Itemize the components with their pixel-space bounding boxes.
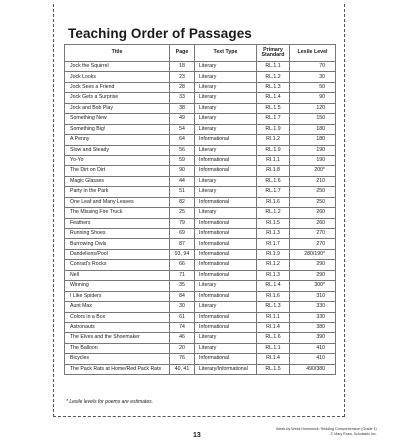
cell-text-type: Informational [195, 322, 257, 332]
cell-standard: RL.1.9 [257, 145, 290, 155]
cell-lexile: 120 [290, 103, 336, 113]
table-row [65, 322, 336, 332]
page-title: Teaching Order of Passages [68, 26, 252, 41]
cell-page: 66 [170, 260, 195, 270]
passages-table [64, 44, 336, 375]
cell-standard: RL.1.6 [257, 333, 290, 343]
table-row [65, 229, 336, 239]
cell-text-type: Literary [195, 62, 257, 72]
cell-title: Slow and Steady [65, 145, 170, 155]
cell-standard: RI.1.7 [257, 239, 290, 249]
header-title: Title [65, 45, 170, 62]
table-row [65, 82, 336, 92]
cell-lexile: 490/380 [290, 364, 336, 374]
cell-page: 56 [170, 145, 195, 155]
credit-line-2: © Mary Rosa, Scholastic Inc. [330, 431, 377, 436]
table-row [65, 166, 336, 176]
cell-text-type: Literary [195, 145, 257, 155]
cell-text-type: Literary [195, 302, 257, 312]
cell-lexile: 70 [290, 62, 336, 72]
cell-lexile: 310 [290, 291, 336, 301]
cell-lexile: 300* [290, 281, 336, 291]
cell-standard: RI.1.3 [257, 270, 290, 280]
cell-standard: RL.1.9 [257, 124, 290, 134]
cell-text-type: Informational [195, 155, 257, 165]
cell-standard: RI.1.5 [257, 218, 290, 228]
cell-standard: RL.1.4 [257, 281, 290, 291]
cell-standard: RI.1.9 [257, 249, 290, 259]
footnote: * Lexile levels for poems are estimates. [66, 399, 153, 405]
cell-text-type: Informational [195, 239, 257, 249]
cell-title: Jock Looks [65, 72, 170, 82]
header-primary-standard [257, 45, 290, 62]
cell-page: 44 [170, 176, 195, 186]
table-row [65, 239, 336, 249]
cell-text-type: Literary [195, 124, 257, 134]
cell-text-type: Literary [195, 208, 257, 218]
table-row [65, 155, 336, 165]
cell-page: 84 [170, 291, 195, 301]
cell-standard: RL.1.3 [257, 82, 290, 92]
cell-text-type: Literary [195, 281, 257, 291]
cell-text-type: Literary/Informational [195, 364, 257, 374]
cell-lexile: 180 [290, 124, 336, 134]
table-row [65, 302, 336, 312]
cell-standard: RI.1.4 [257, 354, 290, 364]
cell-lexile: 330 [290, 312, 336, 322]
cell-page: 40, 41 [170, 364, 195, 374]
cell-page: 33 [170, 93, 195, 103]
cell-title: The Missing Fire Truck [65, 208, 170, 218]
cell-text-type: Informational [195, 260, 257, 270]
cell-title: Aunt Max [65, 302, 170, 312]
cell-lexile: 260 [290, 218, 336, 228]
cell-page: 23 [170, 72, 195, 82]
cell-page: 35 [170, 281, 195, 291]
cell-text-type: Informational [195, 312, 257, 322]
cell-lexile: 250 [290, 197, 336, 207]
cell-text-type: Informational [195, 218, 257, 228]
cell-text-type: Informational [195, 135, 257, 145]
cell-page: 71 [170, 270, 195, 280]
cell-standard: RL.1.1 [257, 343, 290, 353]
page-number: 13 [193, 432, 201, 439]
cell-title: I Like Spiders [65, 291, 170, 301]
cell-page: 82 [170, 197, 195, 207]
cell-title: Jock the Squirrel [65, 62, 170, 72]
cell-page: 76 [170, 354, 195, 364]
cell-text-type: Informational [195, 270, 257, 280]
cell-lexile: 190 [290, 145, 336, 155]
table-row [65, 281, 336, 291]
table-row [65, 218, 336, 228]
table-row [65, 312, 336, 322]
cell-page: 46 [170, 333, 195, 343]
credit-line-1: Week-by-Week Homework: Reading Comprehension (Grade 1) [276, 427, 377, 431]
cell-text-type: Literary [195, 187, 257, 197]
cell-title: Bicycles [65, 354, 170, 364]
table-row [65, 249, 336, 259]
cell-standard: RI.1.1 [257, 155, 290, 165]
cell-standard: RL.1.7 [257, 187, 290, 197]
cell-page: 51 [170, 187, 195, 197]
cell-lexile: 30 [290, 72, 336, 82]
cell-page: 28 [170, 82, 195, 92]
cell-lexile: 280/190* [290, 249, 336, 259]
cell-title: Astronauts [65, 322, 170, 332]
header-page: Page [170, 45, 195, 62]
cell-standard: RL.1.5 [257, 364, 290, 374]
cell-lexile: 260 [290, 208, 336, 218]
cell-page: 64 [170, 135, 195, 145]
cell-lexile: 180 [290, 135, 336, 145]
cell-page: 30 [170, 302, 195, 312]
cell-standard: RI.1.2 [257, 260, 290, 270]
table-row [65, 72, 336, 82]
table-row [65, 93, 336, 103]
cell-page: 49 [170, 114, 195, 124]
cell-lexile: 210 [290, 176, 336, 186]
cell-title: Burrowing Owls [65, 239, 170, 249]
table-row [65, 187, 336, 197]
table-row [65, 333, 336, 343]
cell-standard: RL.1.6 [257, 176, 290, 186]
cell-text-type: Literary [195, 93, 257, 103]
cell-standard: RL.1.1 [257, 62, 290, 72]
cell-title: The Elves and the Shoemaker [65, 333, 170, 343]
cell-lexile: 270 [290, 229, 336, 239]
cell-lexile: 410 [290, 343, 336, 353]
cell-standard: RI.1.4 [257, 322, 290, 332]
cell-standard: RL.1.7 [257, 114, 290, 124]
cell-lexile: 50 [290, 82, 336, 92]
cell-text-type: Literary [195, 72, 257, 82]
cell-lexile: 390 [290, 333, 336, 343]
cell-lexile: 190 [290, 155, 336, 165]
cell-standard: RL.1.2 [257, 208, 290, 218]
cell-page: 59 [170, 155, 195, 165]
cell-title: The Balloon [65, 343, 170, 353]
cell-title: Nell [65, 270, 170, 280]
cell-standard: RI.1.6 [257, 291, 290, 301]
table-header-row [65, 45, 336, 62]
cell-text-type: Informational [195, 249, 257, 259]
cell-standard: RI.1.8 [257, 166, 290, 176]
table-row [65, 291, 336, 301]
cell-text-type: Literary [195, 333, 257, 343]
cell-title: One Leaf and Many Leaves [65, 197, 170, 207]
cell-lexile: 270 [290, 239, 336, 249]
cell-page: 69 [170, 229, 195, 239]
table-row [65, 145, 336, 155]
cell-page: 87 [170, 239, 195, 249]
cell-text-type: Informational [195, 354, 257, 364]
table-row [65, 103, 336, 113]
cell-title: The Pack Rats at Home/Red Pack Rats [65, 364, 170, 374]
cell-title: Something New [65, 114, 170, 124]
table-row [65, 176, 336, 186]
table-row [65, 135, 336, 145]
cell-title: Conrad's Rocks [65, 260, 170, 270]
table-row [65, 124, 336, 134]
cell-title: Something Big! [65, 124, 170, 134]
cell-lexile: 380 [290, 322, 336, 332]
cell-lexile: 150 [290, 114, 336, 124]
cell-text-type: Literary [195, 82, 257, 92]
cell-lexile: 290 [290, 270, 336, 280]
cell-page: 61 [170, 312, 195, 322]
cell-standard: RL.1.3 [257, 302, 290, 312]
cell-page: 74 [170, 322, 195, 332]
table-row [65, 62, 336, 72]
cell-lexile: 250 [290, 187, 336, 197]
cell-title: Jock Gets a Surprise [65, 93, 170, 103]
cell-text-type: Literary [195, 343, 257, 353]
table-row [65, 364, 336, 374]
cell-page: 25 [170, 208, 195, 218]
table-row [65, 260, 336, 270]
cell-title: Colors in a Box [65, 312, 170, 322]
cell-title: Party in the Park [65, 187, 170, 197]
table-row [65, 208, 336, 218]
credit-line [276, 427, 377, 436]
cell-standard: RL.1.5 [257, 103, 290, 113]
cell-text-type: Literary [195, 176, 257, 186]
table-row [65, 270, 336, 280]
cell-lexile: 200* [290, 166, 336, 176]
cell-page: 90 [170, 166, 195, 176]
cell-title: The Dirt on Dirt [65, 166, 170, 176]
cell-title: Dandelions/Pool [65, 249, 170, 259]
header-text-type: Text Type [195, 45, 257, 62]
cell-page: 18 [170, 62, 195, 72]
cell-title: Running Shoes [65, 229, 170, 239]
cell-text-type: Informational [195, 166, 257, 176]
cell-title: Winning [65, 281, 170, 291]
cell-page: 79 [170, 218, 195, 228]
cell-lexile: 330 [290, 302, 336, 312]
cell-standard: RI.1.1 [257, 312, 290, 322]
cell-standard: RL.1.2 [257, 72, 290, 82]
table-row [65, 343, 336, 353]
cell-title: Yo-Yo [65, 155, 170, 165]
cell-text-type: Informational [195, 291, 257, 301]
cell-text-type: Informational [195, 197, 257, 207]
cell-title: A Penny [65, 135, 170, 145]
cell-standard: RI.1.2 [257, 135, 290, 145]
cell-lexile: 290 [290, 260, 336, 270]
cell-lexile: 90 [290, 93, 336, 103]
cell-page: 38 [170, 103, 195, 113]
cell-text-type: Informational [195, 229, 257, 239]
cell-page: 54 [170, 124, 195, 134]
table-row [65, 114, 336, 124]
cell-title: Jock Sees a Friend [65, 82, 170, 92]
cell-standard: RI.1.6 [257, 197, 290, 207]
cell-standard: RI.1.3 [257, 229, 290, 239]
table-row [65, 197, 336, 207]
cell-page: 93, 94 [170, 249, 195, 259]
table-row [65, 354, 336, 364]
cell-text-type: Literary [195, 114, 257, 124]
cell-lexile: 410 [290, 354, 336, 364]
cell-page: 20 [170, 343, 195, 353]
cell-text-type: Literary [195, 103, 257, 113]
header-standard-line2: Standard [261, 52, 285, 58]
cell-title: Magic Glasses [65, 176, 170, 186]
header-lexile-level: Lexile Level [290, 45, 336, 62]
cell-title: Feathers [65, 218, 170, 228]
cell-standard: RL.1.4 [257, 93, 290, 103]
cell-title: Jock and Bob Play [65, 103, 170, 113]
header-standard-line1: Primary [263, 46, 283, 53]
